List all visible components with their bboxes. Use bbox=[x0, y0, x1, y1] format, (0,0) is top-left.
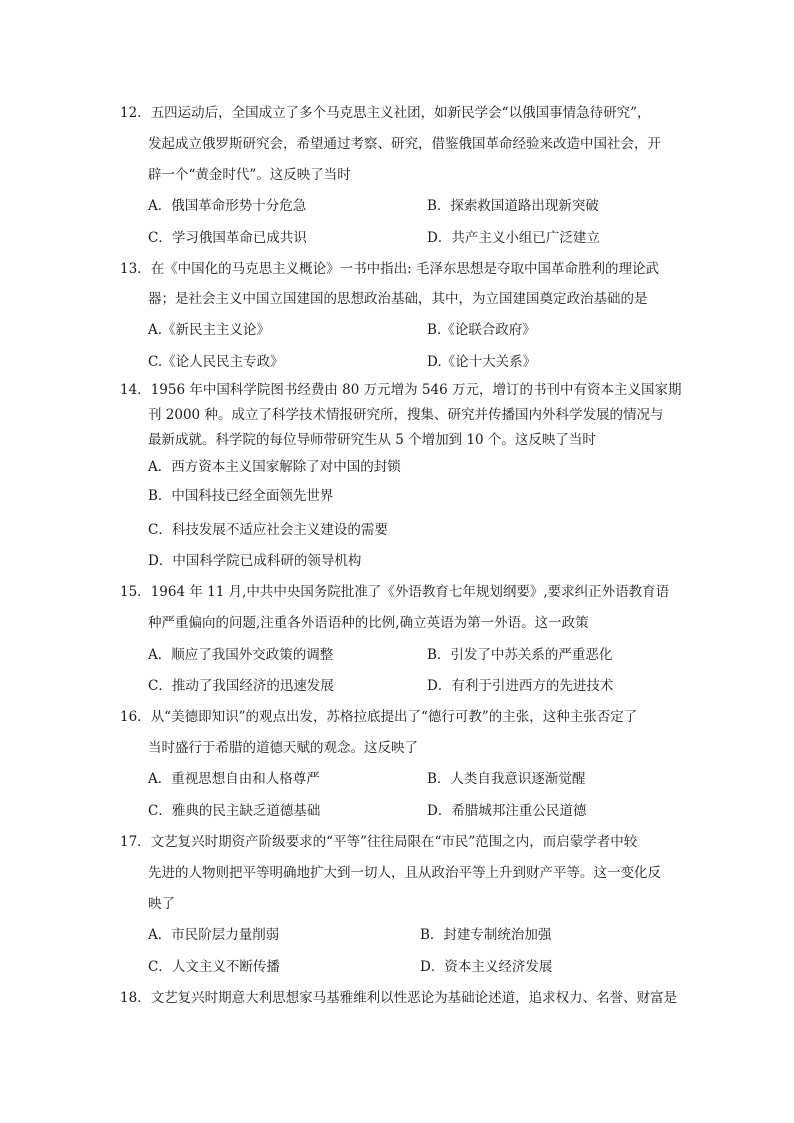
option-a: A.《新民主主义论》 bbox=[148, 322, 271, 338]
question-12-stem-line-3: 辟一个“黄金时代”。这反映了当时 bbox=[148, 167, 351, 183]
question-17-stem-line-3: 映了 bbox=[148, 896, 175, 912]
option-c: C．科技发展不适应社会主义建设的需要 bbox=[148, 522, 388, 538]
question-18-stem-line-1: 18．文艺复兴时期意大利思想家马基雅维利以性恶论为基础论述道，追求权力、名誉、财富是 bbox=[120, 990, 678, 1006]
question-number: 18． bbox=[120, 990, 151, 1006]
question-17-stem-line-1: 17．文艺复兴时期资产阶级要求的“平等”往往局限在“市民”范围之内，而启蒙学者中较 bbox=[120, 834, 638, 850]
option-d: D.《论十大关系》 bbox=[427, 354, 537, 370]
question-14-stem-line-2: 刊 2000 种。成立了科学技术情报研究所，搜集、研究并传播国内外科学发展的情况与 bbox=[148, 407, 664, 423]
option-c: C．雅典的民主缺乏道德基础 bbox=[148, 803, 321, 819]
option-d: D．有利于引进西方的先进技术 bbox=[427, 678, 614, 694]
question-15-stem-line-2: 种严重偏向的问题,注重各外语语种的比例,确立英语为第一外语。这一政策 bbox=[148, 615, 589, 631]
option-a: A．重视思想自由和人格尊严 bbox=[148, 771, 320, 787]
option-b: B.《论联合政府》 bbox=[427, 322, 536, 338]
option-c: C．推动了我国经济的迅速发展 bbox=[148, 678, 334, 694]
option-d: D．中国科学院已成科研的领导机构 bbox=[148, 553, 362, 569]
question-16-stem-line-2: 当时盛行于希腊的道德天赋的观念。这反映了 bbox=[148, 740, 418, 756]
question-number: 13． bbox=[120, 261, 151, 277]
question-number: 12． bbox=[120, 105, 151, 121]
option-d: D．资本主义经济发展 bbox=[420, 959, 553, 975]
question-14-stem-line-3: 最新成就。科学院的每位导师带研究生从 5 个增加到 10 个。这反映了当时 bbox=[148, 432, 596, 448]
question-number: 15． bbox=[120, 584, 151, 600]
question-number: 17． bbox=[120, 834, 151, 850]
question-15-stem-line-1: 15．1964 年 11 月,中共中央国务院批准了《外语教育七年规划纲要》,要求纠正外语教育语 bbox=[120, 584, 670, 600]
option-a: A．俄国革命形势十分危急 bbox=[148, 198, 307, 214]
question-13-stem-line-2: 器；是社会主义中国立国建国的思想政治基础，其中，为立国建国奠定政治基础的是 bbox=[148, 291, 648, 307]
option-d: D．共产主义小组已广泛建立 bbox=[427, 230, 600, 246]
question-17-stem-line-2: 先进的人物则把平等明确地扩大到一切人，且从政治平等上升到财产平等。这一变化反 bbox=[148, 865, 661, 881]
option-d: D．希腊城邦注重公民道德 bbox=[427, 803, 587, 819]
option-b: B．探索救国道路出现新突破 bbox=[427, 198, 599, 214]
question-16-stem-line-1: 16．从“美德即知识”的观点出发，苏格拉底提出了“德行可教”的主张，这种主张否定了 bbox=[120, 709, 638, 725]
question-number: 16． bbox=[120, 709, 151, 725]
question-13-stem-line-1: 13．在《中国化的马克思主义概论》一书中指出: 毛泽东思想是夺取中国革命胜利的理论武 bbox=[120, 261, 660, 277]
question-12-stem-line-1: 12．五四运动后，全国成立了多个马克思主义社团，如新民学会“以俄国事情急待研究”， bbox=[120, 105, 651, 121]
question-number: 14． bbox=[120, 382, 151, 398]
option-c: C．人文主义不断传播 bbox=[148, 959, 280, 975]
question-12-stem-line-2: 发起成立俄罗斯研究会，希望通过考察、研究，借鉴俄国革命经验来改造中国社会，开 bbox=[148, 136, 661, 152]
option-a: A．市民阶层力量削弱 bbox=[148, 927, 280, 943]
option-b: B．封建专制统治加强 bbox=[420, 927, 552, 943]
option-b: B．中国科技已经全面领先世界 bbox=[148, 488, 334, 504]
option-b: B．引发了中苏关系的严重恶化 bbox=[427, 647, 613, 663]
option-b: B．人类自我意识逐渐觉醒 bbox=[427, 771, 586, 787]
option-c: C．学习俄国革命已成共识 bbox=[148, 230, 307, 246]
option-c: C.《论人民民主专政》 bbox=[148, 354, 284, 370]
option-a: A．顺应了我国外交政策的调整 bbox=[148, 647, 334, 663]
question-14-stem-line-1: 14．1956 年中国科学院图书经费由 80 万元增为 546 万元，增订的书刊中有资本主义国家期 bbox=[120, 382, 682, 398]
option-a: A．西方资本主义国家解除了对中国的封锁 bbox=[148, 459, 401, 475]
